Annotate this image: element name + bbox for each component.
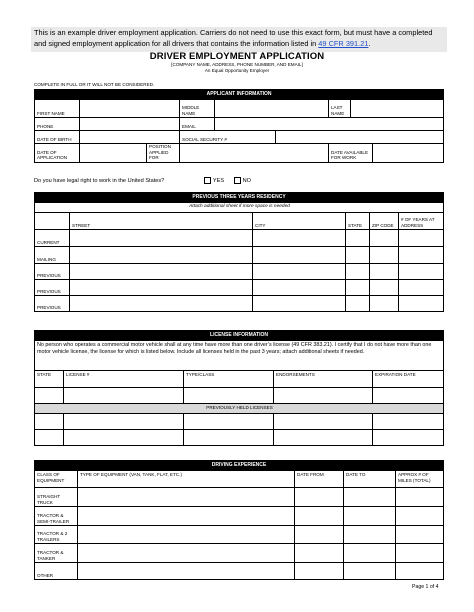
dob-label: DATE OF BIRTH bbox=[35, 131, 80, 144]
zip-field[interactable] bbox=[370, 264, 399, 280]
city-field[interactable] bbox=[253, 230, 346, 247]
last-name-label: LAST NAME bbox=[329, 100, 351, 118]
ssn-field[interactable] bbox=[276, 131, 444, 144]
equipment-type-field[interactable] bbox=[78, 507, 295, 526]
equipment-class-label: STRAIGHT TRUCK bbox=[35, 488, 78, 507]
exp-col-to: DATE TO bbox=[344, 471, 396, 488]
street-field[interactable] bbox=[70, 264, 253, 280]
equipment-class-label: TRACTOR & TANKER bbox=[35, 544, 78, 563]
notice-banner bbox=[31, 27, 447, 52]
expiration-field[interactable] bbox=[373, 388, 444, 404]
cfr-link[interactable]: 49 CFR 391.21 bbox=[318, 39, 369, 48]
years-field[interactable] bbox=[399, 264, 444, 280]
expiration-field[interactable] bbox=[373, 414, 444, 430]
license-number-field[interactable] bbox=[64, 430, 184, 446]
years-field[interactable] bbox=[399, 247, 444, 264]
city-field[interactable] bbox=[253, 280, 346, 296]
date-from-field[interactable] bbox=[295, 544, 344, 563]
state-field[interactable] bbox=[346, 296, 370, 312]
last-name-field[interactable] bbox=[351, 100, 444, 118]
endorsements-field[interactable] bbox=[274, 388, 373, 404]
first-name-field[interactable] bbox=[80, 100, 180, 118]
endorsements-field[interactable] bbox=[274, 430, 373, 446]
zip-field[interactable] bbox=[370, 296, 399, 312]
residency-table bbox=[34, 192, 444, 312]
phone-field[interactable] bbox=[80, 118, 180, 131]
applicant-heading: APPLICANT INFORMATION bbox=[35, 90, 444, 100]
col-years: # OF YEARS AT ADDRESS bbox=[399, 213, 444, 230]
equipment-type-field[interactable] bbox=[78, 544, 295, 563]
state-field[interactable] bbox=[346, 264, 370, 280]
zip-field[interactable] bbox=[370, 230, 399, 247]
middle-name-field[interactable] bbox=[215, 100, 329, 118]
exp-col-class: CLASS OF EQUIPMENT bbox=[35, 471, 78, 488]
date-to-field[interactable] bbox=[344, 563, 396, 580]
equipment-type-field[interactable] bbox=[78, 563, 295, 580]
page-number: Page 1 of 4 bbox=[412, 584, 439, 590]
lic-col-number: LICENSE # bbox=[64, 371, 184, 388]
applicant-table bbox=[34, 89, 444, 163]
lic-col-state: STATE bbox=[35, 371, 64, 388]
email-field[interactable] bbox=[215, 118, 444, 131]
endorsements-field[interactable] bbox=[274, 414, 373, 430]
date-of-app-label: DATE OF APPLICATION bbox=[35, 144, 80, 163]
legal-question-text: Do you have legal right to work in the United States? bbox=[34, 177, 165, 184]
col-zip: ZIP CODE bbox=[370, 213, 399, 230]
col-street: STREET bbox=[70, 213, 253, 230]
zip-field[interactable] bbox=[370, 280, 399, 296]
date-avail-field[interactable] bbox=[373, 144, 444, 163]
notice-end: . bbox=[368, 39, 371, 48]
state-field[interactable] bbox=[346, 247, 370, 264]
residency-heading: PREVIOUS THREE YEARS RESIDENCY bbox=[35, 193, 444, 203]
experience-heading: DRIVING EXPERIENCE bbox=[35, 461, 444, 471]
date-from-field[interactable] bbox=[295, 507, 344, 526]
lic-col-class: TYPE/CLASS bbox=[184, 371, 274, 388]
yes-label: YES bbox=[212, 177, 225, 184]
years-field[interactable] bbox=[399, 230, 444, 247]
exp-col-type: TYPE OF EQUIPMENT (VAN, TANK, FLAT, ETC.) bbox=[78, 471, 295, 488]
no-label: NO bbox=[242, 177, 252, 184]
years-field[interactable] bbox=[399, 296, 444, 312]
residency-corner bbox=[35, 213, 70, 230]
position-field[interactable] bbox=[180, 144, 329, 163]
row-label: MAILING bbox=[35, 247, 70, 264]
miles-field[interactable] bbox=[396, 507, 444, 526]
license-table bbox=[34, 330, 444, 446]
expiration-field[interactable] bbox=[373, 430, 444, 446]
license-heading: LICENSE INFORMATION bbox=[35, 331, 444, 341]
state-field[interactable] bbox=[346, 230, 370, 247]
instructions-text: COMPLETE IN FULL OR IT WILL NOT BE CONSIDERED. bbox=[34, 82, 155, 87]
ssn-label: SOCIAL SECURITY # bbox=[180, 131, 276, 144]
exp-col-from: DATE FROM bbox=[295, 471, 344, 488]
city-field[interactable] bbox=[253, 247, 346, 264]
legal-question bbox=[34, 177, 251, 184]
state-field[interactable] bbox=[35, 430, 64, 446]
residency-note: Attach additional sheet if more space is needed bbox=[35, 203, 444, 213]
prev-licenses-heading: PREVIOUSLY HELD LICENSES bbox=[35, 404, 444, 414]
class-field[interactable] bbox=[184, 430, 274, 446]
phone-label: PHONE bbox=[35, 118, 80, 131]
date-from-field[interactable] bbox=[295, 563, 344, 580]
street-field[interactable] bbox=[70, 280, 253, 296]
date-to-field[interactable] bbox=[344, 544, 396, 563]
equipment-class-label: TRACTOR & 2 TRAILERS bbox=[35, 526, 78, 544]
date-avail-label: DATE AVAILABLE FOR WORK bbox=[329, 144, 373, 163]
row-label: PREVIOUS bbox=[35, 296, 70, 312]
street-field[interactable] bbox=[70, 296, 253, 312]
middle-name-label: MIDDLE NAME bbox=[180, 100, 215, 118]
company-placeholder: [COMPANY NAME, ADDRESS, PHONE NUMBER, AND EMAIL] bbox=[171, 62, 303, 67]
date-from-field[interactable] bbox=[295, 526, 344, 544]
lic-col-endorse: ENDORSEMENTS bbox=[274, 371, 373, 388]
no-checkbox[interactable] bbox=[234, 177, 241, 184]
city-field[interactable] bbox=[253, 296, 346, 312]
eoe-text: An Equal Opportunity Employer bbox=[204, 68, 270, 73]
lic-col-exp: EXPIRATION DATE bbox=[373, 371, 444, 388]
license-number-field[interactable] bbox=[64, 414, 184, 430]
class-field[interactable] bbox=[184, 388, 274, 404]
date-to-field[interactable] bbox=[344, 507, 396, 526]
street-field[interactable] bbox=[70, 230, 253, 247]
email-label: EMAIL bbox=[180, 118, 215, 131]
miles-field[interactable] bbox=[396, 526, 444, 544]
license-number-field[interactable] bbox=[64, 388, 184, 404]
miles-field[interactable] bbox=[396, 563, 444, 580]
form-title: DRIVER EMPLOYMENT APPLICATION bbox=[149, 51, 325, 62]
license-statement: No person who operates a commercial motor vehicle shall at any time have more than one driver’s license (49 CFR 383.21). I certify that I do not have more than one motor vehicle license, the license for which is listed below. Include all licenses held in the past 3 years; attach additional sheets if needed. bbox=[35, 341, 444, 371]
date-to-field[interactable] bbox=[344, 526, 396, 544]
date-of-app-field[interactable] bbox=[80, 144, 147, 163]
row-label: CURRENT bbox=[35, 230, 70, 247]
years-field[interactable] bbox=[399, 280, 444, 296]
equipment-class-label: TRACTOR & SEMI-TRAILER bbox=[35, 507, 78, 526]
position-label: POSITION APPLIED FOR bbox=[147, 144, 180, 163]
equipment-type-field[interactable] bbox=[78, 488, 295, 507]
equipment-class-label: OTHER bbox=[35, 563, 78, 580]
class-field[interactable] bbox=[184, 414, 274, 430]
miles-field[interactable] bbox=[396, 488, 444, 507]
exp-col-miles: APPROX # OF MILES (TOTAL) bbox=[396, 471, 444, 488]
state-field[interactable] bbox=[346, 280, 370, 296]
experience-table bbox=[34, 460, 444, 580]
col-city: CITY bbox=[253, 213, 346, 230]
street-field[interactable] bbox=[70, 247, 253, 264]
state-field[interactable] bbox=[35, 388, 64, 404]
date-from-field[interactable] bbox=[295, 488, 344, 507]
row-label: PREVIOUS bbox=[35, 280, 70, 296]
date-to-field[interactable] bbox=[344, 488, 396, 507]
zip-field[interactable] bbox=[370, 247, 399, 264]
notice-text: This is an example driver employment application. Carriers do not need to use this exact form, but must have a completed and signed employment application for all drivers that contains the information listed in bbox=[34, 28, 433, 48]
first-name-label: FIRST NAME bbox=[35, 100, 80, 118]
row-label: PREVIOUS bbox=[35, 264, 70, 280]
col-state: STATE bbox=[346, 213, 370, 230]
equipment-type-field[interactable] bbox=[78, 526, 295, 544]
yes-checkbox[interactable] bbox=[204, 177, 211, 184]
city-field[interactable] bbox=[253, 264, 346, 280]
state-field[interactable] bbox=[35, 414, 64, 430]
dob-field[interactable] bbox=[80, 131, 180, 144]
miles-field[interactable] bbox=[396, 544, 444, 563]
